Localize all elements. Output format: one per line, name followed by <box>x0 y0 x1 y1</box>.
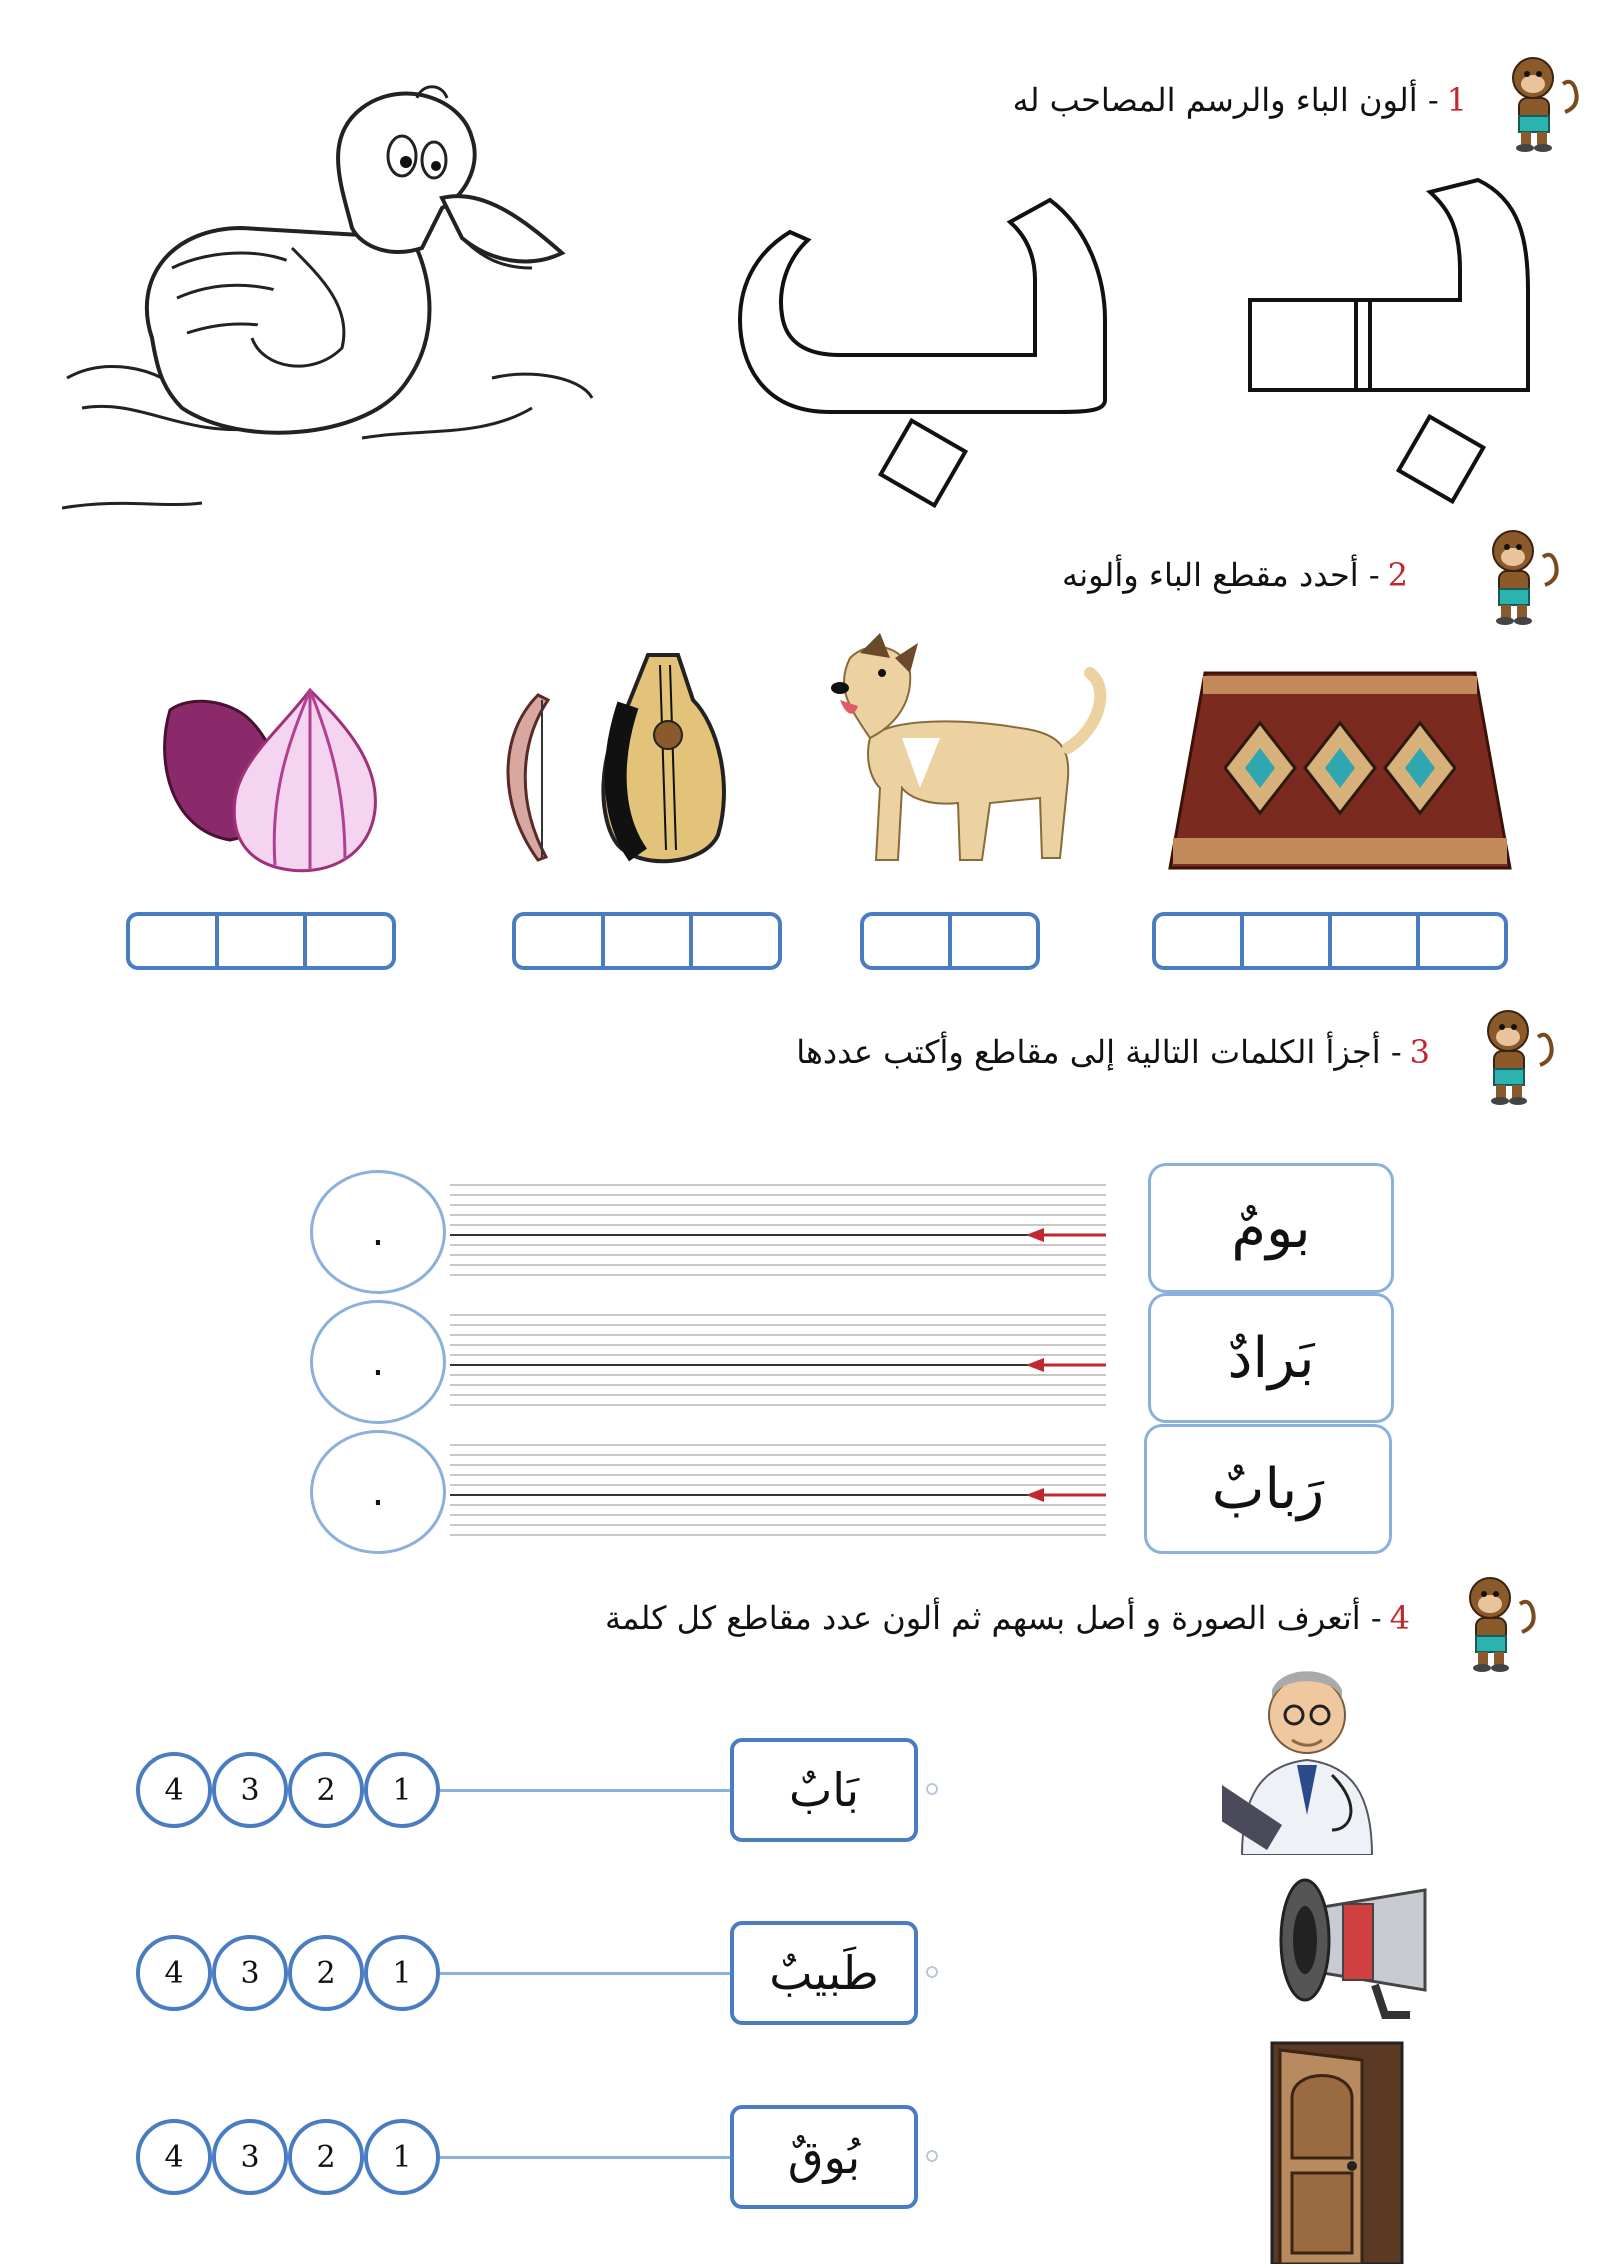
megaphone-icon <box>1275 1870 1430 2020</box>
oud-icon <box>478 645 738 873</box>
ex4-word: بُوقٌ <box>787 2130 861 2184</box>
baa-dot-right <box>1399 417 1484 502</box>
syllable-count-option[interactable] <box>212 2119 288 2195</box>
exercise4-heading <box>605 1598 1410 1638</box>
ex3-word: رَبابٌ <box>1211 1456 1325 1522</box>
option-number: 2 <box>316 1955 336 1991</box>
option-number: 1 <box>392 1772 412 1808</box>
ex3-writing-lines-3[interactable] <box>450 1440 1106 1540</box>
letter-baa-final <box>740 200 1105 412</box>
syllable-boxes-oud[interactable] <box>512 912 782 970</box>
syllable-box[interactable] <box>601 916 690 966</box>
letter-outlines <box>720 170 1540 520</box>
ex4-connector <box>440 1972 730 1975</box>
syllable-count-option[interactable] <box>136 1935 212 2011</box>
exercise1-number: 1 <box>1446 81 1467 119</box>
door-icon <box>1262 2038 1412 2264</box>
ex3-writing-lines-1[interactable] <box>450 1180 1106 1280</box>
ex4-connector <box>440 1789 730 1792</box>
ex3-count-circle-1[interactable] <box>310 1170 446 1294</box>
option-number: 4 <box>164 1772 184 1808</box>
syllable-box[interactable] <box>516 916 601 966</box>
syllable-box[interactable] <box>1156 916 1240 966</box>
option-number: 1 <box>392 2139 412 2175</box>
syllable-box[interactable] <box>130 916 215 966</box>
syllable-count-option[interactable] <box>136 2119 212 2195</box>
connect-dot[interactable] <box>926 2150 938 2162</box>
syllable-box[interactable] <box>215 916 304 966</box>
ex4-word: طَبيبٌ <box>769 1946 879 2000</box>
ex4-word-card-2[interactable] <box>730 1921 918 2025</box>
monkey-icon <box>1452 1572 1538 1672</box>
exercise4-text: - أتعرف الصورة و أصل بسهم ثم ألون عدد مقاطع كل كلمة <box>604 1599 1382 1637</box>
exercise4-number: 4 <box>1389 1599 1410 1637</box>
syllable-count-option[interactable] <box>288 1935 364 2011</box>
exercise3-heading <box>796 1032 1430 1072</box>
exercise1-text: - ألون الباء والرسم المصاحب له <box>1012 81 1439 119</box>
syllable-box[interactable] <box>689 916 778 966</box>
ex3-word-card-1 <box>1148 1163 1394 1293</box>
option-number: 4 <box>164 2139 184 2175</box>
syllable-count-option[interactable] <box>364 1935 440 2011</box>
ex4-word-card-3[interactable] <box>730 2105 918 2209</box>
exercise2-heading <box>1062 555 1408 595</box>
option-number: 1 <box>392 1955 412 1991</box>
ex3-word-card-3 <box>1144 1424 1392 1554</box>
ex4-word-card-1[interactable] <box>730 1738 918 1842</box>
option-number: 4 <box>164 1955 184 1991</box>
monkey-icon <box>1470 1005 1556 1105</box>
connect-dot[interactable] <box>926 1966 938 1978</box>
ex4-word: بَابٌ <box>788 1763 860 1817</box>
exercise1-heading <box>1013 80 1467 120</box>
ex3-count: . <box>371 1209 385 1255</box>
ex3-writing-lines-2[interactable] <box>450 1310 1106 1410</box>
monkey-icon <box>1495 52 1581 152</box>
exercise2-text: - أحدد مقطع الباء وألونه <box>1062 556 1380 594</box>
ex3-word: بَرادٌ <box>1227 1325 1315 1391</box>
syllable-boxes-basket[interactable] <box>1152 912 1508 970</box>
letter-baa-isolated <box>1250 180 1528 390</box>
option-number: 2 <box>316 2139 336 2175</box>
syllable-box[interactable] <box>864 916 948 966</box>
syllable-count-option[interactable] <box>136 1752 212 1828</box>
basket-icon <box>1165 668 1515 873</box>
syllable-count-option[interactable] <box>212 1935 288 2011</box>
syllable-box[interactable] <box>1240 916 1328 966</box>
syllable-count-option[interactable] <box>288 2119 364 2195</box>
syllable-count-option[interactable] <box>288 1752 364 1828</box>
exercise2-number: 2 <box>1387 556 1408 594</box>
onion-icon <box>150 680 390 880</box>
connect-dot[interactable] <box>926 1783 938 1795</box>
syllable-count-option[interactable] <box>364 1752 440 1828</box>
syllable-box[interactable] <box>948 916 1036 966</box>
doctor-icon <box>1222 1655 1392 1855</box>
ex3-count-circle-2[interactable] <box>310 1300 446 1424</box>
ex3-word-card-2 <box>1148 1293 1394 1423</box>
option-number: 3 <box>240 1772 260 1808</box>
ex3-count: . <box>371 1339 385 1385</box>
syllable-boxes-onion[interactable] <box>126 912 396 970</box>
syllable-count-option[interactable] <box>212 1752 288 1828</box>
syllable-boxes-dog[interactable] <box>860 912 1040 970</box>
duck-icon <box>62 78 602 518</box>
baa-dot-left <box>881 421 966 506</box>
syllable-box[interactable] <box>1416 916 1504 966</box>
syllable-box[interactable] <box>1328 916 1416 966</box>
option-number: 3 <box>240 2139 260 2175</box>
ex4-connector <box>440 2156 730 2159</box>
ex3-count-circle-3[interactable] <box>310 1430 446 1554</box>
exercise3-number: 3 <box>1409 1033 1430 1071</box>
monkey-icon <box>1475 525 1561 625</box>
syllable-box[interactable] <box>303 916 392 966</box>
syllable-count-option[interactable] <box>364 2119 440 2195</box>
dog-icon <box>810 628 1120 873</box>
ex3-count: . <box>371 1469 385 1515</box>
option-number: 3 <box>240 1955 260 1991</box>
ex3-word: بومٌ <box>1231 1195 1311 1261</box>
option-number: 2 <box>316 1772 336 1808</box>
exercise3-text: - أجزأ الكلمات التالية إلى مقاطع وأكتب عددها <box>796 1033 1402 1071</box>
